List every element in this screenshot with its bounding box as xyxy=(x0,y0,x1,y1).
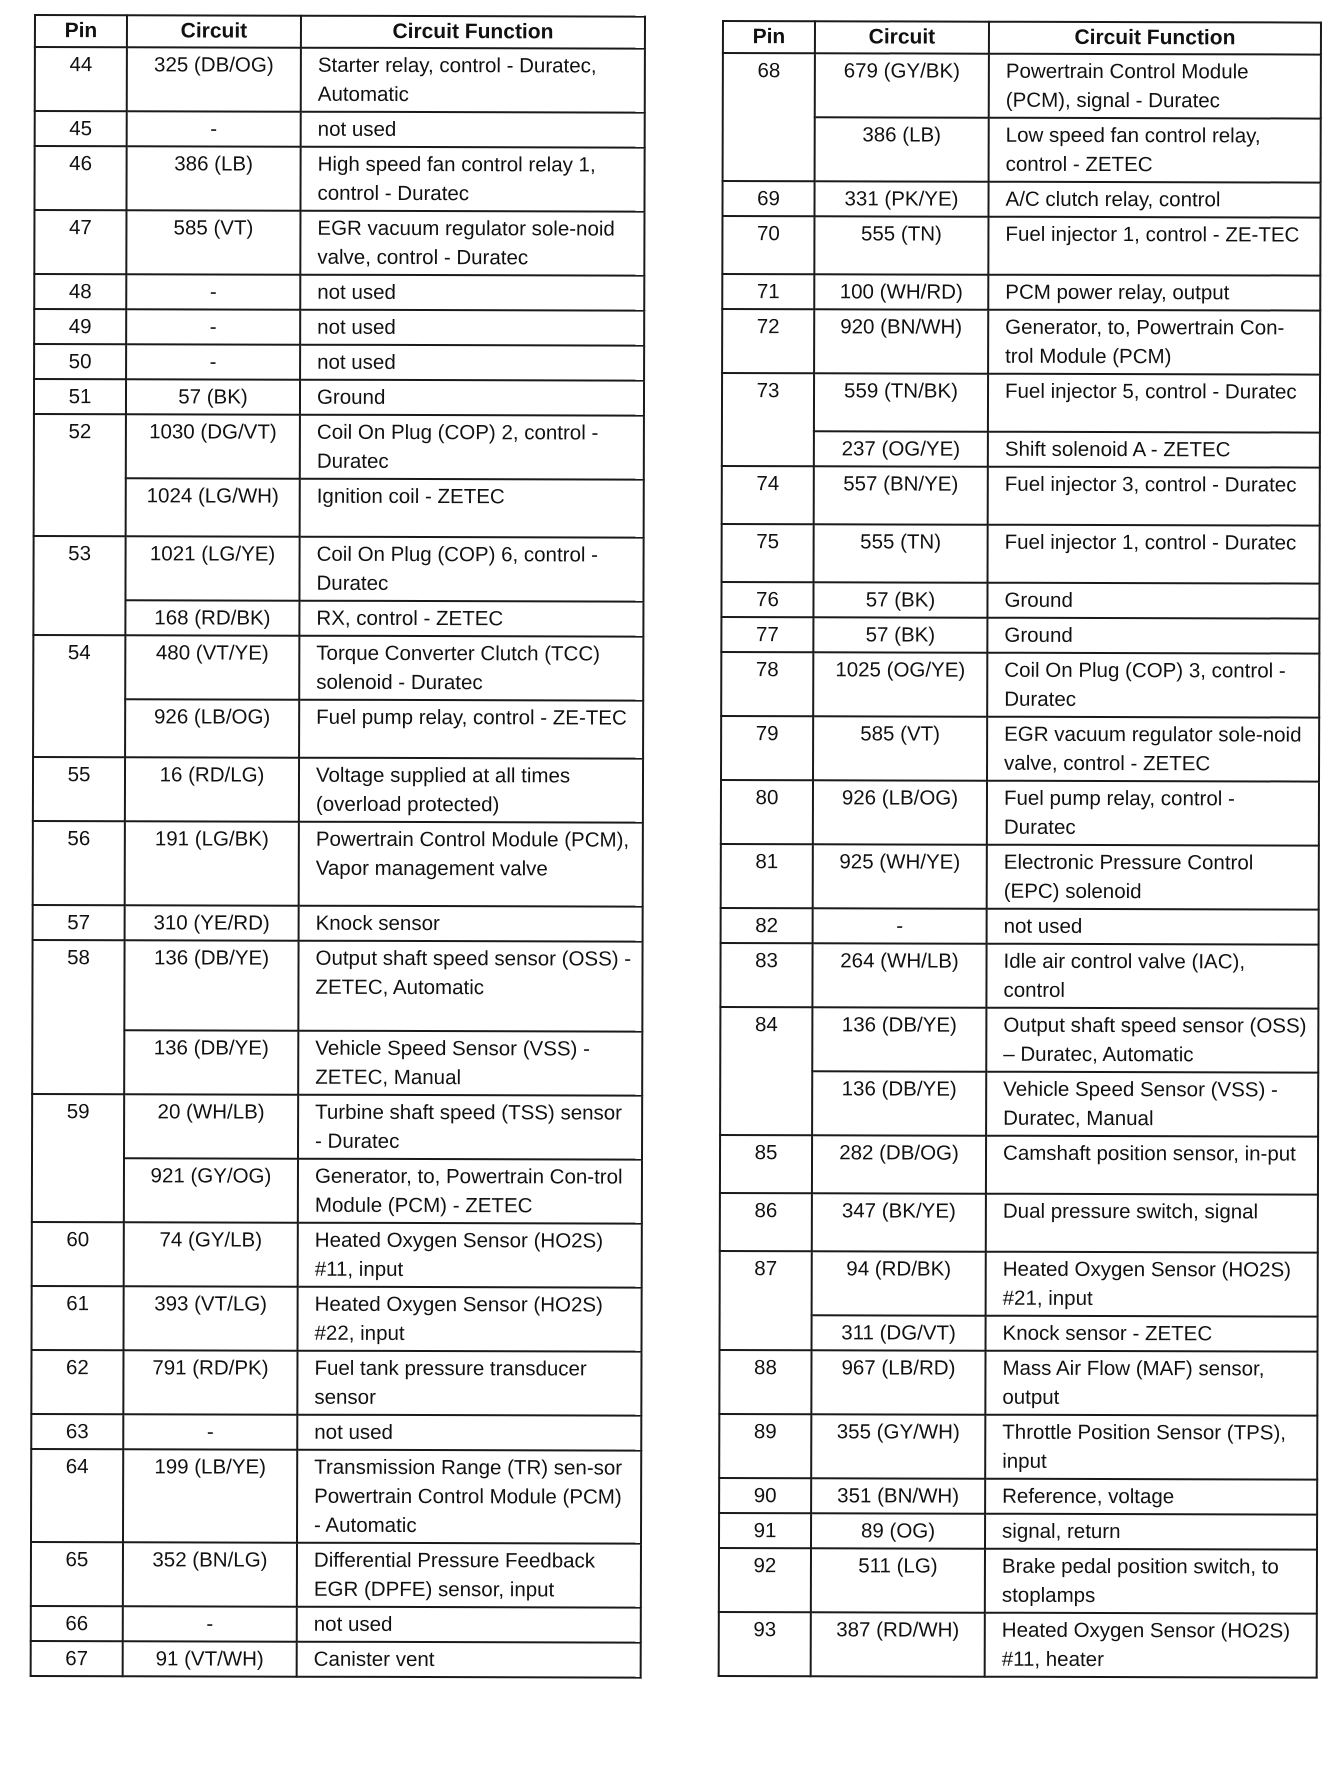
circuit-cell: 57 (BK) xyxy=(126,379,300,414)
circuit-cell: 331 (PK/YE) xyxy=(814,181,988,216)
table-row xyxy=(34,478,644,538)
table-row xyxy=(31,1414,641,1451)
table-row xyxy=(31,1542,641,1608)
function-cell: Vehicle Speed Sensor (VSS) - Duratec, Manual xyxy=(986,1072,1318,1137)
pin-number: 45 xyxy=(35,111,127,146)
circuit-cell: 310 (YE/RD) xyxy=(125,905,299,940)
circuit-cell: 347 (BK/YE) xyxy=(812,1193,986,1251)
circuit-cell: 393 (VT/LG) xyxy=(124,1286,298,1350)
pin-number: 49 xyxy=(34,309,126,344)
table-row xyxy=(33,600,643,637)
table-row xyxy=(722,309,1320,375)
function-cell: Reference, voltage xyxy=(985,1479,1317,1515)
pin-number: 87 xyxy=(720,1251,812,1350)
pin-number: 62 xyxy=(31,1350,123,1414)
function-cell: EGR vacuum regulator sole-noid valve, control - Duratec xyxy=(300,211,644,276)
circuit-cell: 352 (BN/LG) xyxy=(123,1542,297,1606)
function-cell: Throttle Position Sensor (TPS), input xyxy=(985,1415,1317,1480)
table-row xyxy=(721,844,1319,910)
pin-number: 55 xyxy=(33,757,125,821)
function-cell: signal, return xyxy=(985,1514,1317,1550)
function-cell: not used xyxy=(300,310,644,346)
function-cell: Ignition coil - ZETEC xyxy=(300,479,644,538)
pin-number: 51 xyxy=(34,379,126,414)
circuit-cell: - xyxy=(123,1414,297,1449)
pin-number: 79 xyxy=(721,716,813,780)
circuit-cell: 191 (LG/BK) xyxy=(125,821,299,905)
pin-number: 46 xyxy=(34,146,126,210)
function-cell: Dual pressure switch, signal xyxy=(986,1194,1318,1253)
pin-number: 91 xyxy=(719,1513,811,1548)
pin-header: Pin xyxy=(723,21,815,53)
pin-number: 66 xyxy=(31,1606,123,1641)
circuit-cell: 325 (DB/OG) xyxy=(127,47,301,111)
function-cell: Starter relay, control - Duratec, Automatic xyxy=(301,48,645,113)
circuit-cell: 1030 (DG/VT) xyxy=(126,414,300,478)
pin-number: 86 xyxy=(720,1193,812,1251)
pin-number: 67 xyxy=(31,1641,123,1676)
circuit-cell: 282 (DB/OG) xyxy=(812,1135,986,1193)
circuit-cell: 585 (VT) xyxy=(813,716,987,780)
pin-number: 50 xyxy=(34,344,126,379)
circuit-cell: 387 (RD/WH) xyxy=(811,1612,985,1676)
circuit-cell: 555 (TN) xyxy=(814,216,988,274)
circuit-header: Circuit xyxy=(127,15,301,47)
pin-number: 80 xyxy=(721,780,813,844)
table-row xyxy=(719,1414,1317,1480)
pin-number: 53 xyxy=(33,536,125,635)
table-row xyxy=(32,940,642,1032)
pin-number: 44 xyxy=(35,47,127,111)
function-cell: not used xyxy=(297,1415,641,1451)
table-row xyxy=(721,716,1319,782)
circuit-cell: 1024 (LG/WH) xyxy=(126,478,300,536)
table-row xyxy=(719,1612,1317,1678)
pin-number: 61 xyxy=(32,1286,124,1350)
function-cell: A/C clutch relay, control xyxy=(988,182,1320,218)
function-cell: Mass Air Flow (MAF) sensor, output xyxy=(985,1351,1317,1416)
circuit-cell: 967 (LB/RD) xyxy=(811,1350,985,1414)
table-row xyxy=(722,466,1320,526)
circuit-cell: 74 (GY/LB) xyxy=(124,1222,298,1286)
function-header: Circuit Function xyxy=(301,16,645,49)
circuit-cell: 237 (OG/YE) xyxy=(814,431,988,466)
circuit-cell: 679 (GY/BK) xyxy=(815,53,989,117)
function-cell: Camshaft position sensor, in-put xyxy=(986,1136,1318,1195)
circuit-cell: 585 (VT) xyxy=(126,210,300,274)
table-row xyxy=(31,1350,641,1416)
circuit-cell: 925 (WH/YE) xyxy=(813,844,987,908)
function-cell: Canister vent xyxy=(297,1642,641,1678)
circuit-cell: - xyxy=(126,274,300,309)
circuit-cell: - xyxy=(813,908,987,943)
function-cell: Differential Pressure Feedback EGR (DPFE) sensor, input xyxy=(297,1543,641,1608)
pin-number: 92 xyxy=(719,1548,811,1612)
function-cell: Voltage supplied at all times (overload protected) xyxy=(299,758,643,823)
header-row xyxy=(35,15,645,49)
circuit-cell: 57 (BK) xyxy=(813,617,987,652)
pin-number: 47 xyxy=(34,210,126,274)
circuit-cell: 555 (TN) xyxy=(814,524,988,582)
pin-number: 60 xyxy=(32,1222,124,1286)
table-row xyxy=(720,943,1318,1009)
table-row xyxy=(32,1286,642,1352)
circuit-cell: 921 (GY/OG) xyxy=(124,1158,298,1222)
table-row xyxy=(33,635,643,701)
table-row xyxy=(720,1251,1318,1317)
header-row xyxy=(723,21,1321,55)
table-row xyxy=(720,1007,1318,1073)
table-row xyxy=(721,582,1319,619)
pin-number: 73 xyxy=(722,373,814,466)
circuit-cell: 920 (BN/WH) xyxy=(814,309,988,373)
circuit-cell: - xyxy=(127,111,301,146)
function-cell: Low speed fan control relay, control - ZETEC xyxy=(989,118,1321,183)
table-row xyxy=(35,111,645,148)
function-cell: Heated Oxygen Sensor (HO2S) #11, heater xyxy=(985,1613,1317,1678)
circuit-cell: 1025 (OG/YE) xyxy=(813,652,987,716)
circuit-cell: 351 (BN/WH) xyxy=(811,1478,985,1513)
table-row xyxy=(35,47,645,113)
function-cell: Electronic Pressure Control (EPC) solenoid xyxy=(987,845,1319,910)
circuit-cell: - xyxy=(123,1606,297,1641)
pin-number: 71 xyxy=(722,274,814,309)
table-row xyxy=(34,344,644,381)
function-cell: not used xyxy=(300,345,644,381)
circuit-cell: 926 (LB/OG) xyxy=(813,780,987,844)
circuit-cell: 168 (RD/BK) xyxy=(125,600,299,635)
table-row xyxy=(33,757,643,823)
function-cell: Coil On Plug (COP) 2, control - Duratec xyxy=(300,415,644,480)
pin-number: 75 xyxy=(722,524,814,582)
pin-number: 72 xyxy=(722,309,814,373)
table-row xyxy=(34,414,644,480)
function-cell: Heated Oxygen Sensor (HO2S) #21, input xyxy=(986,1252,1318,1317)
pinout-table-right xyxy=(718,20,1322,1679)
function-cell: Fuel pump relay, control - ZE-TEC xyxy=(299,700,643,759)
table-row xyxy=(34,379,644,416)
circuit-cell: 89 (OG) xyxy=(811,1513,985,1548)
circuit-cell: 557 (BN/YE) xyxy=(814,466,988,524)
table-row xyxy=(32,1094,642,1160)
circuit-cell: 136 (DB/YE) xyxy=(124,940,298,1030)
circuit-cell: 136 (DB/YE) xyxy=(124,1030,298,1094)
function-cell: Ground xyxy=(987,583,1319,619)
pin-number: 68 xyxy=(723,53,815,181)
pin-number: 85 xyxy=(720,1135,812,1193)
function-cell: Fuel injector 3, control - Duratec xyxy=(988,467,1320,526)
circuit-cell: 926 (LB/OG) xyxy=(125,699,299,757)
pin-number: 77 xyxy=(721,617,813,652)
table-row xyxy=(723,53,1321,119)
table-row xyxy=(719,1478,1317,1515)
circuit-cell: 199 (LB/YE) xyxy=(123,1449,297,1542)
function-cell: not used xyxy=(987,909,1319,945)
pin-number: 70 xyxy=(722,216,814,274)
pin-number: 64 xyxy=(31,1449,123,1542)
function-cell: Output shaft speed sensor (OSS) – Duratec, Automatic xyxy=(986,1008,1318,1073)
pin-number: 90 xyxy=(719,1478,811,1513)
function-cell: Turbine shaft speed (TSS) sensor - Duratec xyxy=(298,1095,642,1160)
circuit-cell: 16 (RD/LG) xyxy=(125,757,299,821)
circuit-cell: 791 (RD/PK) xyxy=(123,1350,297,1414)
pin-number: 89 xyxy=(719,1414,811,1478)
function-cell: Ground xyxy=(300,380,644,416)
pin-number: 54 xyxy=(33,635,125,757)
function-cell: Coil On Plug (COP) 3, control - Duratec xyxy=(987,653,1319,718)
function-cell: Knock sensor - ZETEC xyxy=(986,1316,1318,1352)
pin-number: 83 xyxy=(720,943,812,1007)
pin-number: 57 xyxy=(33,905,125,940)
table-row xyxy=(719,1548,1317,1614)
table-row xyxy=(32,1030,642,1096)
circuit-cell: 91 (VT/WH) xyxy=(123,1641,297,1676)
table-row xyxy=(722,216,1320,276)
table-row xyxy=(34,309,644,346)
function-cell: Fuel tank pressure transducer sensor xyxy=(297,1351,641,1416)
pin-number: 88 xyxy=(719,1350,811,1414)
circuit-cell: 480 (VT/YE) xyxy=(125,635,299,699)
pin-number: 56 xyxy=(33,821,125,905)
function-cell: Powertrain Control Module (PCM), signal - Duratec xyxy=(989,54,1321,119)
circuit-cell: 386 (LB) xyxy=(815,117,989,181)
circuit-cell: - xyxy=(126,309,300,344)
pin-number: 93 xyxy=(719,1612,811,1676)
table-row xyxy=(31,1449,641,1544)
circuit-cell: 100 (WH/RD) xyxy=(814,274,988,309)
function-cell: Powertrain Control Module (PCM), Vapor management valve xyxy=(299,822,643,907)
function-cell: Fuel injector 1, control - ZE-TEC xyxy=(988,217,1320,276)
table-row xyxy=(720,1193,1318,1253)
pin-number: 65 xyxy=(31,1542,123,1606)
pin-number: 58 xyxy=(32,940,124,1094)
function-cell: Generator, to, Powertrain Con-trol Module (PCM) xyxy=(988,310,1320,375)
table-row xyxy=(722,524,1320,584)
pin-number: 48 xyxy=(34,274,126,309)
function-cell: Transmission Range (TR) sen-sor Powertrain Control Module (PCM) - Automatic xyxy=(297,1450,641,1544)
table-row xyxy=(722,373,1320,433)
circuit-cell: 1021 (LG/YE) xyxy=(125,536,299,600)
function-cell: not used xyxy=(297,1607,641,1643)
table-row xyxy=(34,274,644,311)
circuit-cell: 20 (WH/LB) xyxy=(124,1094,298,1158)
function-cell: Output shaft speed sensor (OSS) - ZETEC, Automatic xyxy=(298,941,642,1032)
circuit-cell: 559 (TN/BK) xyxy=(814,373,988,431)
function-cell: Ground xyxy=(987,618,1319,654)
table-row xyxy=(722,181,1320,218)
function-cell: Fuel pump relay, control - Duratec xyxy=(987,781,1319,846)
circuit-cell: 136 (DB/YE) xyxy=(812,1007,986,1071)
function-header: Circuit Function xyxy=(989,22,1321,55)
function-cell: Fuel injector 1, control - Duratec xyxy=(988,525,1320,584)
pin-number: 82 xyxy=(721,908,813,943)
function-cell: Brake pedal position switch, to stoplamps xyxy=(985,1549,1317,1614)
pin-number: 69 xyxy=(722,181,814,216)
table-row xyxy=(34,210,644,276)
table-row xyxy=(720,1135,1318,1195)
table-row xyxy=(33,536,643,602)
table-row xyxy=(32,1222,642,1288)
table-row xyxy=(33,699,643,759)
function-cell: Vehicle Speed Sensor (VSS) - ZETEC, Manual xyxy=(298,1031,642,1096)
table-row xyxy=(33,821,643,907)
circuit-cell: 355 (GY/WH) xyxy=(811,1414,985,1478)
table-row xyxy=(719,1350,1317,1416)
pin-number: 76 xyxy=(721,582,813,617)
table-row xyxy=(721,617,1319,654)
table-row xyxy=(719,1513,1317,1550)
function-cell: EGR vacuum regulator sole-noid valve, control - ZETEC xyxy=(987,717,1319,782)
function-cell: Shift solenoid A - ZETEC xyxy=(988,432,1320,468)
function-cell: Knock sensor xyxy=(299,906,643,942)
pin-number: 84 xyxy=(720,1007,812,1135)
circuit-cell: - xyxy=(126,344,300,379)
function-cell: High speed fan control relay 1, control - Duratec xyxy=(300,147,644,212)
table-row xyxy=(32,1158,642,1224)
function-cell: not used xyxy=(301,112,645,148)
circuit-cell: 264 (WH/LB) xyxy=(812,943,986,1007)
pin-number: 78 xyxy=(721,652,813,716)
circuit-cell: 311 (DG/VT) xyxy=(812,1315,986,1350)
function-cell: Torque Converter Clutch (TCC) solenoid - Duratec xyxy=(299,636,643,701)
function-cell: PCM power relay, output xyxy=(988,275,1320,311)
circuit-cell: 511 (LG) xyxy=(811,1548,985,1612)
function-cell: Fuel injector 5, control - Duratec xyxy=(988,374,1320,433)
pinout-table-left xyxy=(30,14,646,1679)
pin-number: 52 xyxy=(34,414,126,536)
function-cell: not used xyxy=(300,275,644,311)
table-row xyxy=(31,1641,641,1678)
function-cell: RX, control - ZETEC xyxy=(299,601,643,637)
function-cell: Heated Oxygen Sensor (HO2S) #22, input xyxy=(298,1287,642,1352)
table-row xyxy=(34,146,644,212)
circuit-header: Circuit xyxy=(815,21,989,53)
table-row xyxy=(721,908,1319,945)
pin-number: 63 xyxy=(31,1414,123,1449)
pin-number: 81 xyxy=(721,844,813,908)
function-cell: Idle air control valve (IAC), control xyxy=(986,944,1318,1009)
function-cell: Generator, to, Powertrain Con-trol Module (PCM) - ZETEC xyxy=(298,1159,642,1224)
pin-number: 74 xyxy=(722,466,814,524)
function-cell: Heated Oxygen Sensor (HO2S) #11, input xyxy=(298,1223,642,1288)
pin-number: 59 xyxy=(32,1094,124,1222)
table-row xyxy=(722,274,1320,311)
table-row xyxy=(721,652,1319,718)
function-cell: Coil On Plug (COP) 6, control - Duratec xyxy=(299,537,643,602)
circuit-cell: 386 (LB) xyxy=(126,146,300,210)
circuit-cell: 57 (BK) xyxy=(813,582,987,617)
table-row xyxy=(33,905,643,942)
circuit-cell: 136 (DB/YE) xyxy=(812,1071,986,1135)
table-row xyxy=(721,780,1319,846)
pin-header: Pin xyxy=(35,15,127,47)
table-row xyxy=(31,1606,641,1643)
circuit-cell: 94 (RD/BK) xyxy=(812,1251,986,1315)
